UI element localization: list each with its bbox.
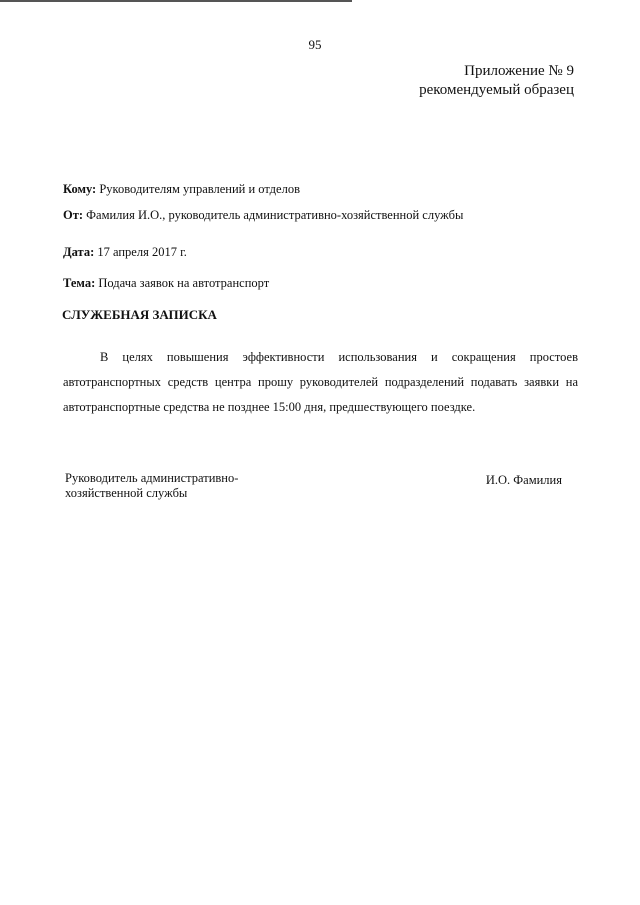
memo-body-line: автотранспортные средства не позднее 15:00 дня, предшествующего поездке. bbox=[63, 400, 476, 414]
field-to-value: Руководителям управлений и отделов bbox=[99, 182, 300, 196]
field-subject bbox=[63, 276, 269, 291]
memo-body-line: В целях повышения эффективности использования и сокращения простоев bbox=[100, 350, 578, 364]
field-from-value: Фамилия И.О., руководитель административно-хозяйственной службы bbox=[86, 208, 464, 222]
field-from bbox=[63, 208, 463, 223]
signature-position-line: хозяйственной службы bbox=[65, 486, 188, 500]
appendix-number: Приложение № 9 bbox=[464, 63, 574, 79]
field-date bbox=[63, 245, 187, 260]
field-date-label: Дата: bbox=[63, 245, 95, 259]
memo-body bbox=[63, 345, 578, 420]
signature-position bbox=[65, 471, 238, 501]
field-to-label: Кому: bbox=[63, 182, 97, 196]
appendix-header bbox=[419, 62, 574, 100]
document-title: СЛУЖЕБНАЯ ЗАПИСКА bbox=[62, 307, 217, 322]
appendix-note: рекомендуемый образец bbox=[419, 82, 574, 98]
signature-position-line: Руководитель административно- bbox=[65, 471, 239, 485]
field-to bbox=[63, 182, 300, 197]
field-subject-label: Тема: bbox=[63, 276, 96, 290]
field-subject-value: Подача заявок на автотранспорт bbox=[98, 276, 270, 290]
signature-name: И.О. Фамилия bbox=[485, 473, 562, 487]
memo-body-line: автотранспортных средств центра прошу руководителей подразделений подавать заявки на bbox=[63, 375, 578, 389]
scan-edge bbox=[0, 0, 352, 2]
field-date-value: 17 апреля 2017 г. bbox=[97, 245, 187, 259]
field-from-label: От: bbox=[63, 208, 84, 222]
page-number: 95 bbox=[308, 37, 322, 52]
